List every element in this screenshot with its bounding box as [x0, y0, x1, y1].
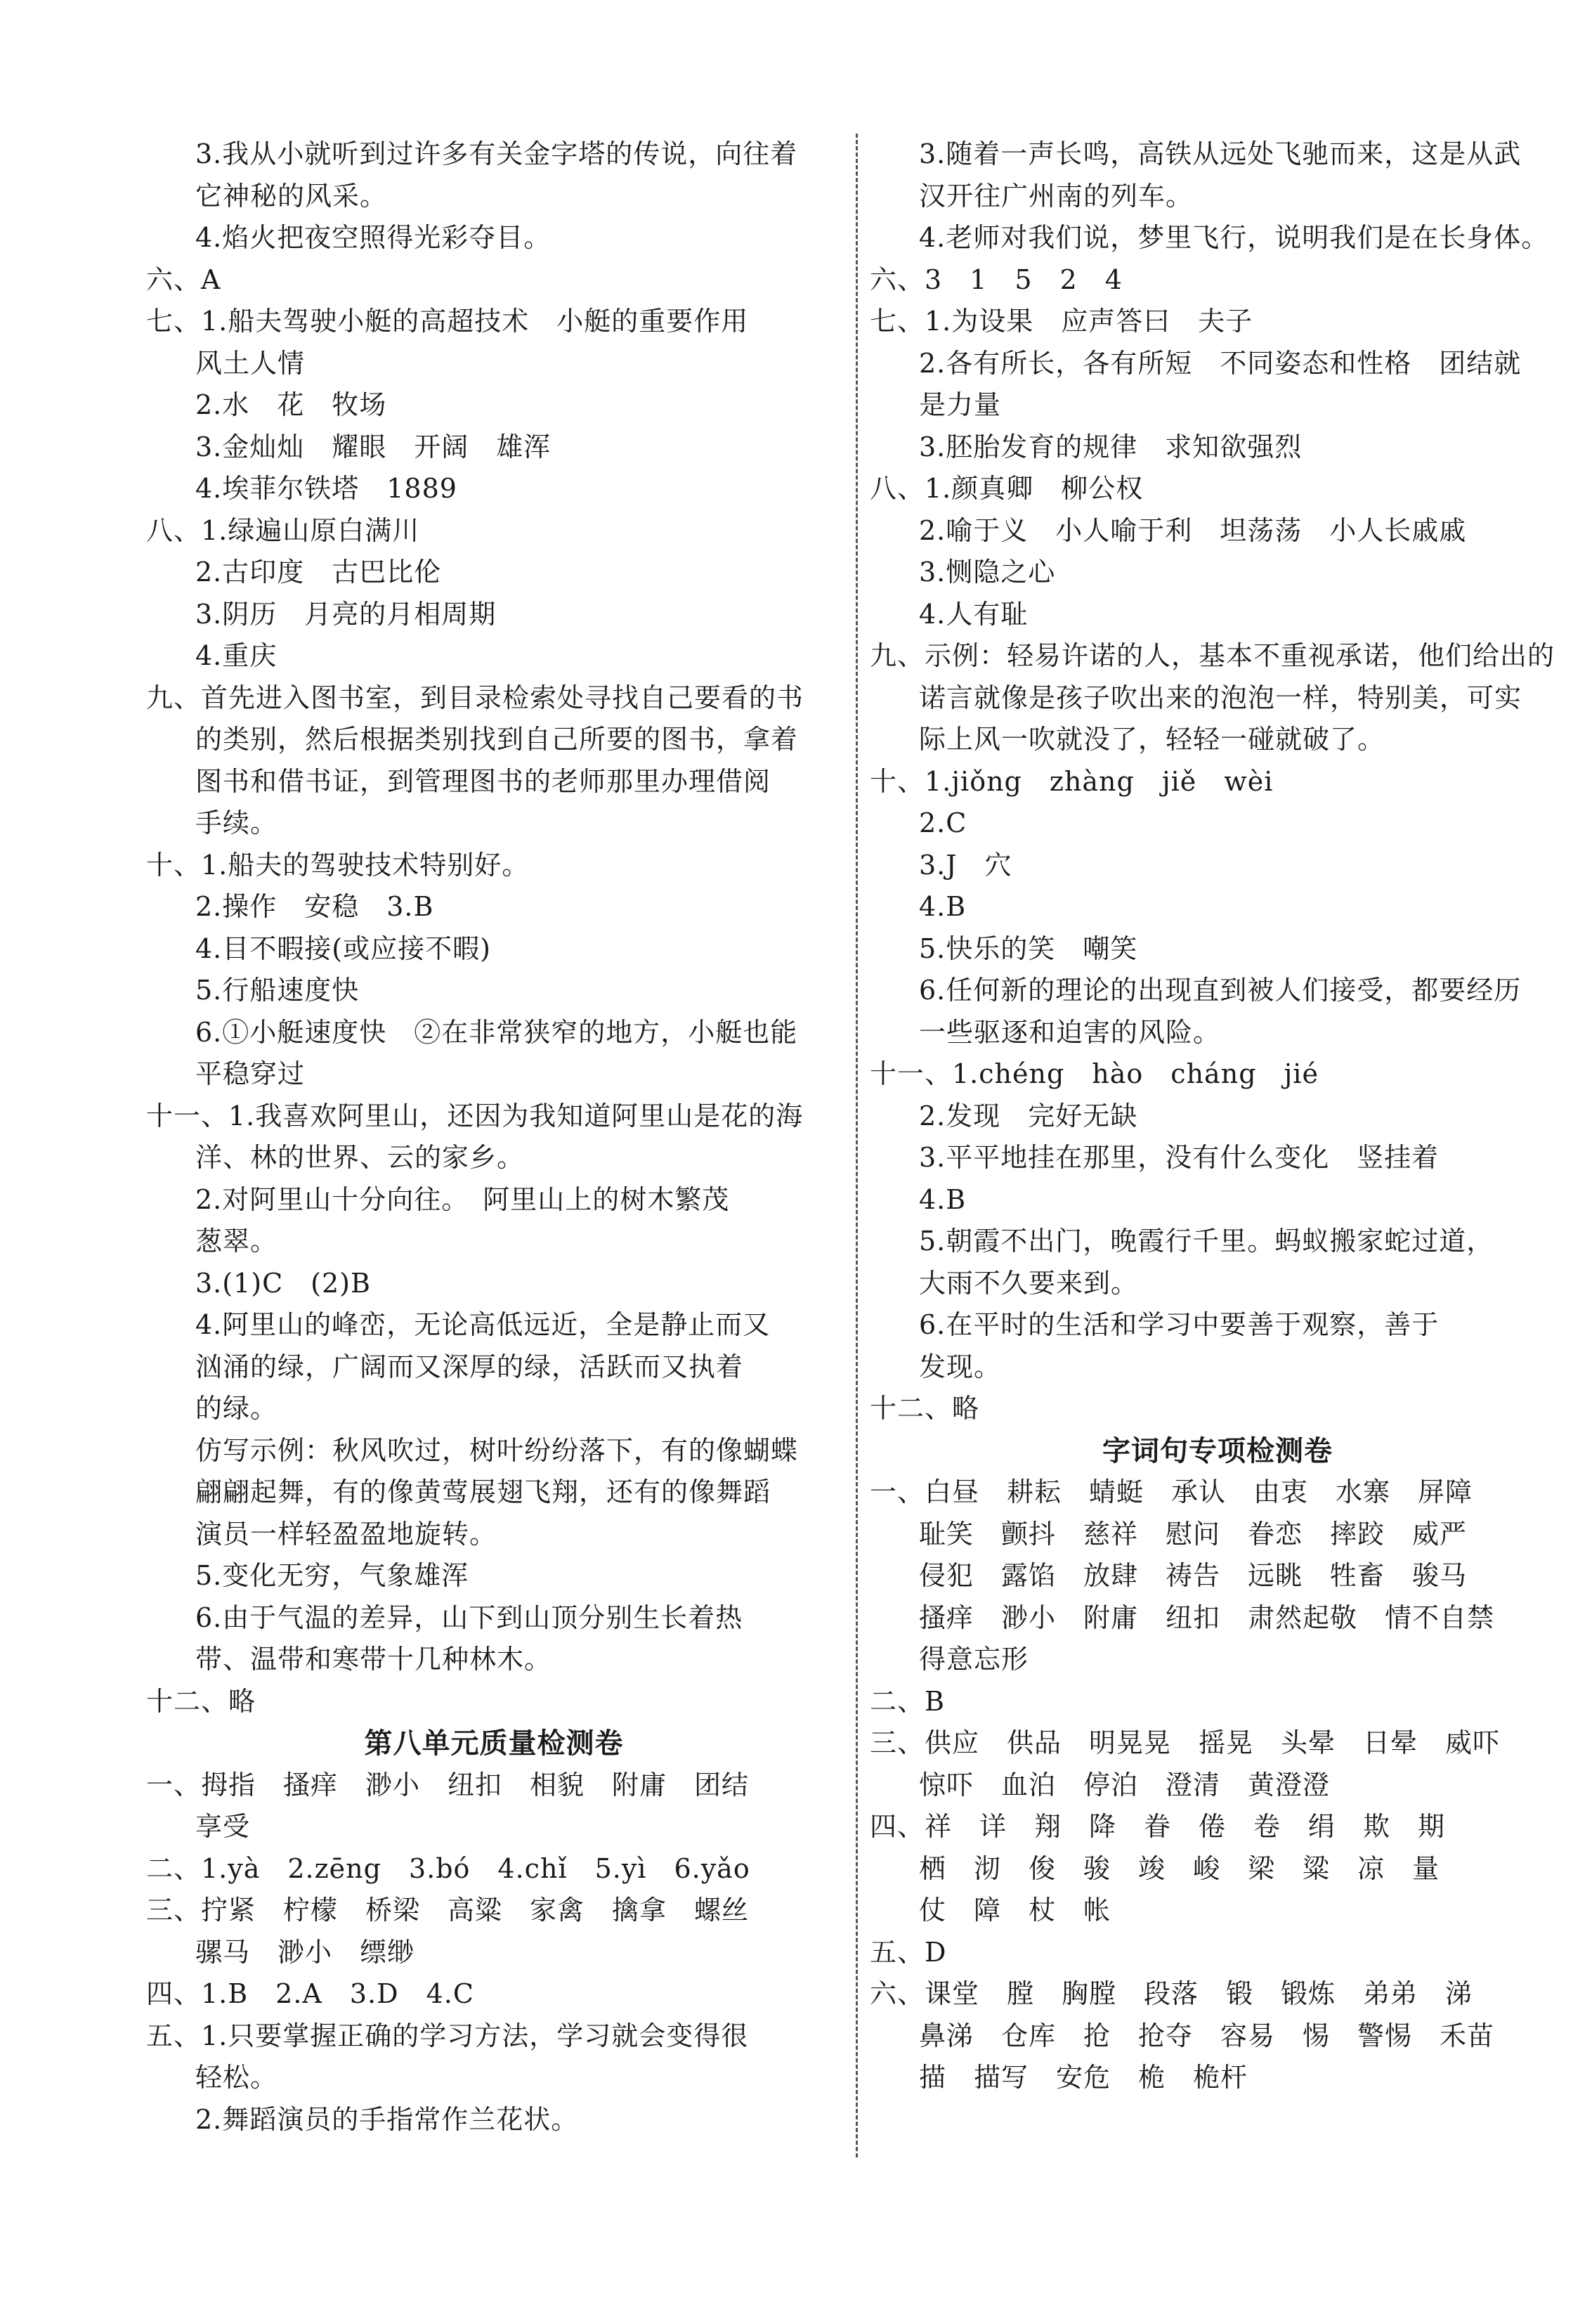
answer-line: 五、D	[870, 1936, 947, 1968]
answer-line: 十、1.船夫的驾驶技术特别好。	[146, 849, 530, 881]
answer-line: 际上风一吹就没了，轻轻一碰就破了。	[919, 724, 1385, 755]
answer-line: 二、1.yà 2.zēng 3.bó 4.chǐ 5.yì 6.yǎo	[146, 1852, 750, 1884]
answer-line: 九、示例：轻易许诺的人，基本不重视承诺，他们给出的	[870, 640, 1555, 671]
answer-line: 十二、略	[146, 1685, 256, 1717]
answer-line: 轻松。	[195, 2062, 278, 2093]
column-divider	[856, 134, 858, 2157]
answer-line: 3.阴历 月亮的月相周期	[195, 598, 497, 630]
answer-line: 平稳穿过	[195, 1058, 306, 1089]
answer-line: 栖 沏 俊 骏 竣 峻 梁 粱 凉 量	[919, 1852, 1440, 1884]
answer-line: 六、A	[146, 264, 221, 295]
answer-line: 6.①小艇速度快 ②在非常狭窄的地方，小艇也能	[195, 1016, 798, 1048]
answer-line: 翩翩起舞，有的像黄莺展翅飞翔，还有的像舞蹈	[195, 1476, 771, 1507]
answer-line: 4.焰火把夜空照得光彩夺目。	[195, 222, 552, 253]
answer-line: 诺言就像是孩子吹出来的泡泡一样，特别美，可实	[919, 682, 1522, 713]
answer-line: 十一、1.chéng hào cháng jié	[870, 1058, 1319, 1089]
answer-line: 十、1.jiǒng zhàng jiě wèi	[870, 765, 1274, 797]
answer-line: 十二、略	[870, 1393, 980, 1424]
answer-line: 3.平平地挂在那里，没有什么变化 竖挂着	[919, 1142, 1440, 1173]
answer-line: 2.操作 安稳 3.B	[195, 891, 434, 922]
answer-line: 5.变化无穷，气象雄浑	[195, 1560, 469, 1591]
answer-line: 仗 障 杖 帐	[919, 1895, 1111, 1926]
answer-line: 5.朝霞不出门，晚霞行千里。蚂蚁搬家蛇过道，	[919, 1226, 1494, 1257]
left-column	[146, 134, 842, 2141]
answer-line: 一些驱逐和迫害的风险。	[919, 1016, 1221, 1048]
answer-line: 一、白昼 耕耘 蜻蜓 承认 由衷 水寨 屏障	[870, 1476, 1473, 1507]
answer-line: 2.C	[919, 807, 967, 838]
answer-line: 发现。	[919, 1351, 1002, 1382]
answer-line: 葱翠。	[195, 1226, 278, 1257]
answer-line: 图书和借书证，到管理图书的老师那里办理借阅	[195, 765, 771, 797]
answer-line: 6.由于气温的差异，山下到山顶分别生长着热	[195, 1602, 743, 1633]
answer-line: 2.喻于义 小人喻于利 坦荡荡 小人长戚戚	[919, 514, 1467, 546]
answer-line: 2.水 花 牧场	[195, 389, 387, 420]
answer-line: 2.发现 完好无缺	[919, 1100, 1138, 1131]
section-heading: 第八单元质量检测卷	[364, 1727, 624, 1760]
answer-line: 侵犯 露馅 放肆 祷告 远眺 牲畜 骏马	[919, 1560, 1468, 1591]
answer-line: 三、供应 供品 明晃晃 摇晃 头晕 日晕 威吓	[870, 1727, 1501, 1758]
answer-line: 汉开往广州南的列车。	[919, 180, 1194, 212]
answer-line: 2.对阿里山十分向往。 阿里山上的树木繁茂	[195, 1183, 730, 1215]
answer-line: 十一、1.我喜欢阿里山，还因为我知道阿里山是花的海	[146, 1100, 804, 1131]
section-heading: 字词句专项检测卷	[1102, 1434, 1333, 1467]
answer-line: 六、课堂 膛 胸膛 段落 锻 锻炼 弟弟 涕	[870, 1978, 1473, 2009]
answer-line: 七、1.为设果 应声答曰 夫子	[870, 306, 1253, 337]
answer-line: 6.任何新的理论的出现直到被人们接受，都要经历	[919, 975, 1522, 1006]
answer-line: 4.人有耻	[919, 598, 1029, 630]
answer-line: 的类别，然后根据类别找到自己所要的图书，拿着	[195, 724, 799, 755]
answer-line: 2.各有所长，各有所短 不同姿态和性格 团结就	[919, 347, 1522, 379]
answer-line: 骡马 渺小 缥缈	[195, 1936, 415, 1968]
answer-line: 4.老师对我们说，梦里飞行，说明我们是在长身体。	[919, 222, 1549, 253]
answer-line: 4.埃菲尔铁塔 1889	[195, 473, 457, 504]
answer-line: 3.我从小就听到过许多有关金字塔的传说，向往着	[195, 138, 798, 169]
answer-line: 九、首先进入图书室，到目录检索处寻找自己要看的书	[146, 682, 804, 713]
answer-line: 汹涌的绿，广阔而又深厚的绿，活跃而又执着	[195, 1351, 744, 1382]
answer-line: 6.在平时的生活和学习中要善于观察，善于	[919, 1309, 1440, 1340]
answer-line: 洋、林的世界、云的家乡。	[195, 1142, 525, 1173]
answer-line: 描 描写 安危 桅 桅杆	[919, 2062, 1248, 2093]
answer-line: 5.行船速度快	[195, 975, 360, 1006]
answer-line: 4.阿里山的峰峦，无论高低远近，全是静止而又	[195, 1309, 771, 1340]
answer-line: 的绿。	[195, 1393, 278, 1424]
answer-line: 4.重庆	[195, 640, 278, 671]
answer-line: 仿写示例：秋风吹过，树叶纷纷落下，有的像蝴蝶	[195, 1434, 799, 1466]
answer-line: 得意忘形	[919, 1644, 1029, 1675]
answer-line: 搔痒 渺小 附庸 纽扣 肃然起敬 情不自禁	[919, 1602, 1495, 1633]
answer-line: 二、B	[870, 1685, 945, 1717]
answer-line: 3.(1)C (2)B	[195, 1267, 371, 1299]
answer-line: 4.B	[919, 891, 967, 922]
answer-line: 七、1.船夫驾驶小艇的高超技术 小艇的重要作用	[146, 306, 749, 337]
answer-line: 三、拧紧 柠檬 桥梁 高粱 家禽 擒拿 螺丝	[146, 1895, 750, 1926]
answer-line: 风土人情	[195, 347, 306, 379]
answer-line: 4.B	[919, 1183, 967, 1215]
answer-line: 2.古印度 古巴比伦	[195, 557, 442, 588]
answer-line: 五、1.只要掌握正确的学习方法，学习就会变得很	[146, 2020, 749, 2051]
answer-line: 5.快乐的笑 嘲笑	[919, 933, 1138, 964]
answer-line: 耻笑 颤抖 慈祥 慰问 眷恋 摔跤 威严	[919, 1518, 1468, 1550]
answer-line: 手续。	[195, 807, 278, 838]
answer-line: 六、3 1 5 2 4	[870, 264, 1123, 295]
answer-line: 四、祥 详 翔 降 眷 倦 卷 绢 欺 期	[870, 1811, 1446, 1842]
answer-line: 八、1.颜真卿 柳公权	[870, 473, 1144, 504]
answer-line: 鼻涕 仓库 抢 抢夺 容易 惕 警惕 禾苗	[919, 2020, 1495, 2051]
answer-line: 一、拇指 搔痒 渺小 纽扣 相貌 附庸 团结	[146, 1769, 750, 1800]
answer-line: 它神秘的风采。	[195, 180, 388, 212]
answer-line: 3.胚胎发育的规律 求知欲强烈	[919, 431, 1303, 462]
answer-line: 是力量	[919, 389, 1002, 420]
answer-line: 演员一样轻盈盈地旋转。	[195, 1518, 497, 1550]
answer-line: 3.恻隐之心	[919, 557, 1056, 588]
answer-line: 八、1.绿遍山原白满川	[146, 514, 420, 546]
right-column	[870, 134, 1565, 2099]
answer-line: 2.舞蹈演员的手指常作兰花状。	[195, 2103, 579, 2135]
answer-line: 惊吓 血泊 停泊 澄清 黄澄澄	[919, 1769, 1331, 1800]
answer-line: 四、1.B 2.A 3.D 4.C	[146, 1978, 474, 2009]
answer-line: 大雨不久要来到。	[919, 1267, 1139, 1299]
answer-line: 享受	[195, 1811, 251, 1842]
answer-line: 3.随着一声长鸣，高铁从远处飞驰而来，这是从武	[919, 138, 1522, 169]
answer-line: 3.金灿灿 耀眼 开阔 雄浑	[195, 431, 552, 462]
answer-line: 3.J 穴	[919, 849, 1012, 881]
answer-line: 4.目不暇接(或应接不暇)	[195, 933, 491, 964]
answer-line: 带、温带和寒带十几种林木。	[195, 1644, 552, 1675]
